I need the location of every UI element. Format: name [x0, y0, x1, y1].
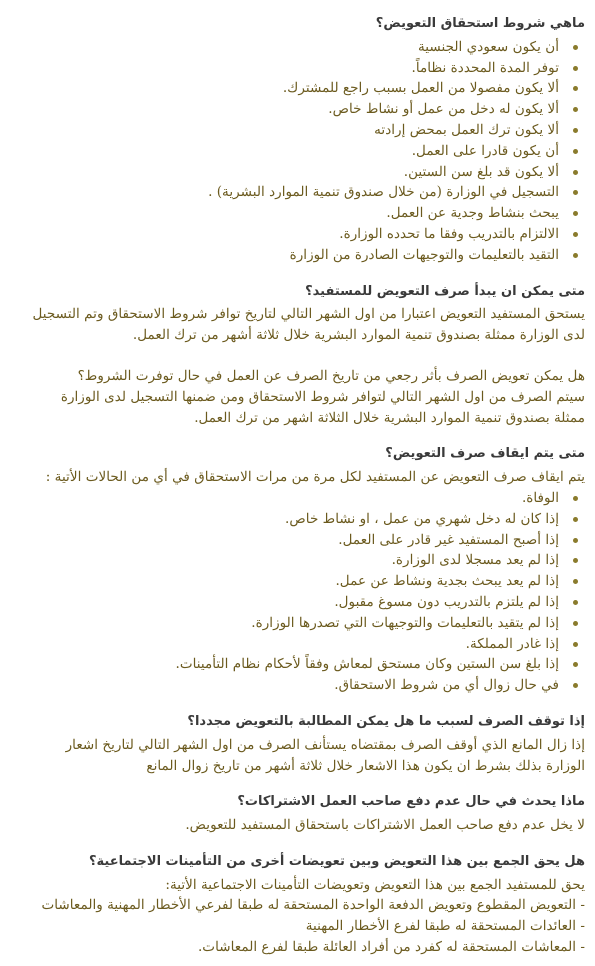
eligibility-list: [14, 37, 585, 266]
list-item: - العائدات المستحقة له طبقا لفرع الأخطار المهنية: [305, 918, 585, 935]
contributions-paragraph: [14, 815, 585, 836]
list-item: ألا يكون قد بلغ سن الستين.: [14, 162, 559, 183]
list-item: إذا كان له دخل شهري من عمل ، او نشاط خاص.: [14, 509, 559, 530]
list-item: توفر المدة المحددة نظاماً.: [14, 58, 559, 79]
paragraph-line: ممثلة بصندوق تنمية الموارد البشرية خلال الثلاثة اشهر من ترك العمل.: [194, 409, 585, 426]
list-item: الالتزام بالتدريب وفقا ما تحدده الوزارة.: [14, 224, 559, 245]
list-item: - المعاشات المستحقة له كفرد من أفراد العائلة طبقا لفرع المعاشات.: [197, 939, 585, 956]
paragraph-line: لدى الوزارة ممثلة بصندوق تنمية الموارد البشرية خلال ثلاثة أشهر من ترك العمل.: [132, 327, 585, 344]
combine-intro: [14, 875, 585, 896]
list-item: إذا أصبح المستفيد غير قادر على العمل.: [14, 530, 559, 551]
list-item: ألا يكون ترك العمل بمحض إرادته: [14, 120, 559, 141]
paragraph-line: لا يخل عدم دفع صاحب العمل الاشتراكات باستحقاق المستفيد للتعويض.: [185, 817, 585, 834]
list-item: الوفاة.: [14, 488, 559, 509]
list-item: التقيد بالتعليمات والتوجيهات الصادرة من الوزارة: [14, 245, 559, 266]
paragraph-line: يحق للمستفيد الجمع بين هذا التعويض وتعويضات التأمينات الاجتماعية الأتية:: [165, 876, 585, 893]
list-item: إذا لم يعد مسجلا لدى الوزارة.: [14, 550, 559, 571]
list-item: التسجيل في الوزارة (من خلال صندوق تنمية الموارد البشرية) .: [14, 182, 559, 203]
section-heading-resume: إذا توقف الصرف لسبب ما هل يمكن المطالبة بالتعويض مجددا؟: [187, 713, 585, 729]
paragraph-line: يتم ايقاف صرف التعويض عن المستفيد لكل مرة من مرات الاستحقاق في أي من الحالات الأتية :: [45, 469, 585, 486]
paragraph-line: الوزارة بذلك بشرط ان يكون هذا الاشعار خلال ثلاثة أشهر من تاريخ زوال المانع: [146, 757, 585, 774]
paragraph-line: يستحق المستفيد التعويض اعتبارا من اول الشهر التالي لتاريخ توافر شروط الاستحقاق وتم التسجيل: [32, 306, 585, 323]
list-item: يبحث بنشاط وجدية عن العمل.: [14, 203, 559, 224]
list-item: إذا لم يتقيد بالتعليمات والتوجيهات التي تصدرها الوزارة.: [14, 613, 559, 634]
list-item: إذا غادر المملكة.: [14, 634, 559, 655]
retroactive-paragraph: [14, 366, 585, 428]
list-item: إذا لم يعد يبحث بجدية ونشاط عن عمل.: [14, 571, 559, 592]
list-item: ألا يكون له دخل من عمل أو نشاط خاص.: [14, 99, 559, 120]
paragraph-line: إذا زال المانع الذي أوقف الصرف بمقتضاه يستأنف الصرف من اول الشهر التالي لتاريخ اشعار: [65, 736, 585, 753]
start-paragraph: [14, 304, 585, 346]
section-heading-contributions: ماذا يحدث في حال عدم دفع صاحب العمل الاشتراكات؟: [237, 794, 585, 810]
resume-paragraph: [14, 735, 585, 777]
stop-list: [14, 488, 585, 696]
section-heading-eligibility: ماهي شروط استحقاق التعويض؟: [375, 16, 585, 31]
section-heading-start: متى يمكن ان يبدأ صرف التعويض للمستفيد؟: [305, 283, 585, 299]
list-item: إذا لم يلتزم بالتدريب دون مسوغ مقبول.: [14, 592, 559, 613]
list-item: أن يكون سعودي الجنسية: [14, 37, 559, 58]
combine-list: [14, 895, 585, 957]
section-heading-stop: متى يتم ايقاف صرف التعويض؟: [385, 446, 585, 462]
section-heading-combine: هل يحق الجمع بين هذا التعويض وبين تعويضات أخرى من التأمينات الاجتماعية؟: [89, 853, 585, 869]
stop-intro: [14, 467, 585, 488]
list-item: ألا يكون مفصولا من العمل بسبب راجع للمشترك.: [14, 78, 559, 99]
paragraph-line: سيتم الصرف من اول الشهر التالي لتوافر شروط الاستحقاق ومن ضمنها التسجيل لدى الوزارة: [60, 388, 585, 405]
list-item: أن يكون قادرا على العمل.: [14, 141, 559, 162]
list-item: في حال زوال أي من شروط الاستحقاق.: [14, 675, 559, 696]
list-item: - التعويض المقطوع وتعويض الدفعة الواحدة المستحقة له طبقا لفرعي الأخطار المهنية والمعاشات: [41, 897, 585, 914]
list-item: إذا بلغ سن الستين وكان مستحق لمعاش وفقاً لأحكام نظام التأمينات.: [14, 654, 559, 675]
paragraph-line: هل يمكن تعويض الصرف بأثر رجعي من تاريخ الصرف عن العمل في حال توفرت الشروط؟: [77, 367, 585, 384]
